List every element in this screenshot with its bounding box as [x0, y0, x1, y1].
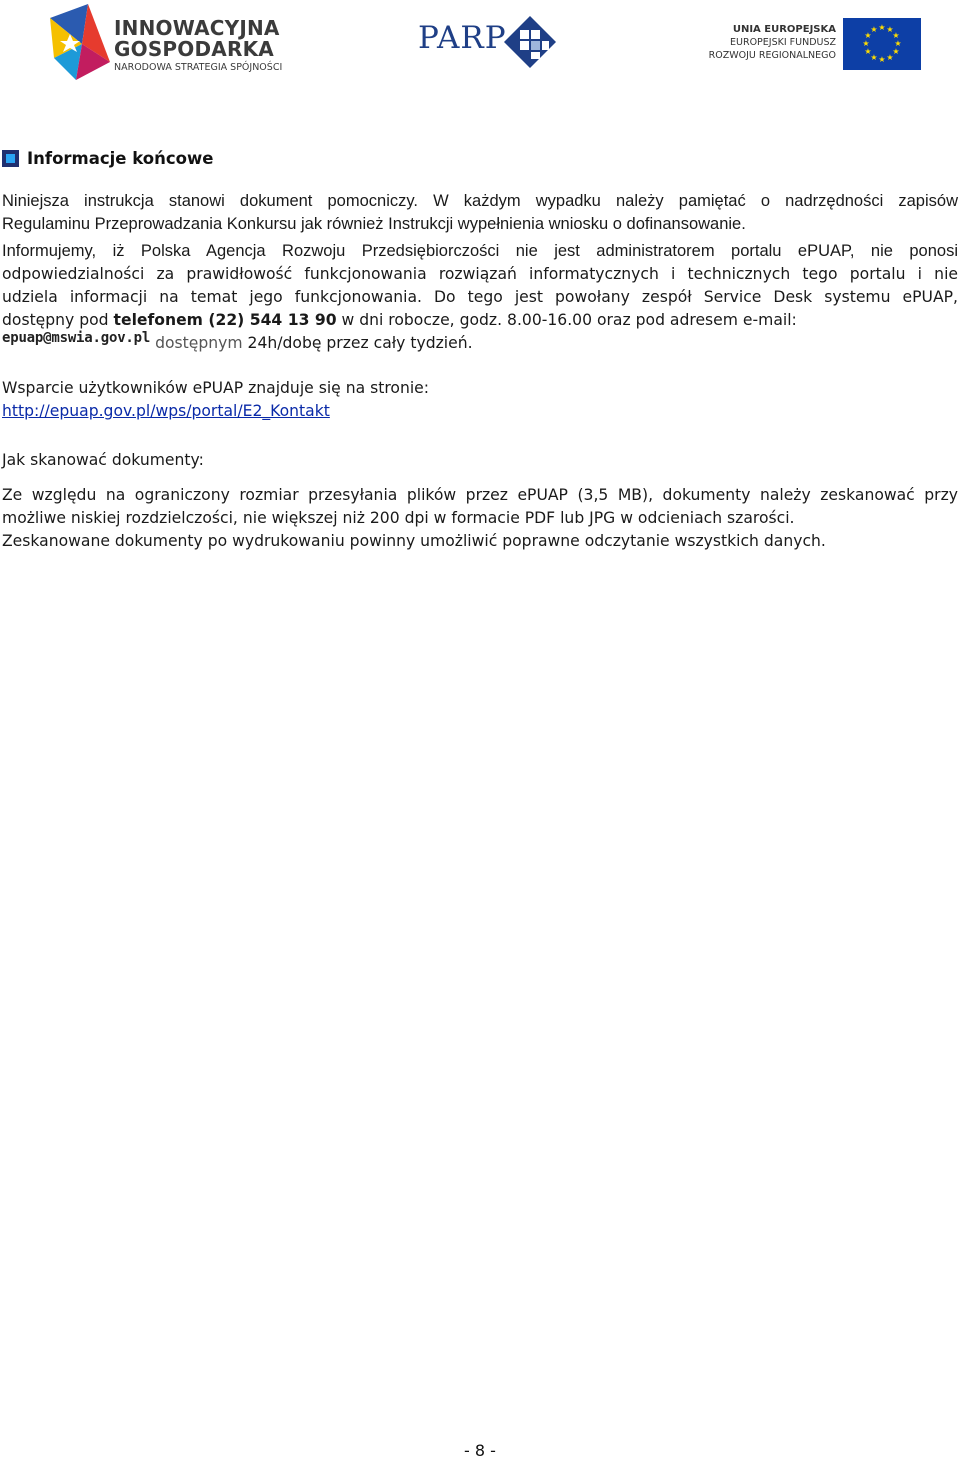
epuap-contact-link[interactable]: http://epuap.gov.pl/wps/portal/E2_Kontakt: [2, 402, 330, 420]
ig-logo-line2: GOSPODARKA: [114, 37, 274, 61]
svg-text:★: ★: [886, 25, 894, 34]
eu-flag-icon: [843, 18, 921, 70]
scan-line2: możliwe niskiej rozdzielczości, nie większej niż 200 dpi w formacie PDF lub JPG w odcieniach szarości.: [2, 509, 795, 527]
svg-text:★: ★: [870, 25, 878, 34]
parp-diamond-icon: [502, 14, 558, 70]
para2-line5: [2, 332, 958, 354]
eu-logo-line2: EUROPEJSKI FUNDUSZ: [730, 37, 836, 48]
svg-text:★: ★: [894, 39, 902, 48]
svg-text:★: ★: [864, 31, 872, 40]
scan-line1: Ze względu na ograniczony rozmiar przesyłania plików przez ePUAP (3,5 MB), dokumenty należy zeskanować przy: [2, 486, 958, 504]
eu-logo-line1: UNIA EUROPEJSKA: [732, 24, 836, 35]
section-heading: [2, 146, 213, 170]
parp-logo-text: PARP: [418, 20, 507, 56]
support-text: Wsparcie użytkowników ePUAP znajduje się na stronie:: [2, 379, 430, 397]
svg-text:★: ★: [878, 55, 886, 64]
eu-logo: [708, 18, 923, 70]
para1-line2: Regulaminu Przeprowadzania Konkursu jak również Instrukcji wypełnienia wniosku o dofinansowanie.: [2, 215, 746, 233]
ig-star-icon: [48, 4, 110, 80]
section-title: Informacje końcowe: [27, 148, 214, 168]
innowacyjna-gospodarka-logo: [48, 4, 288, 80]
page-number: - 8 -: [464, 1441, 496, 1460]
svg-text:★: ★: [870, 53, 878, 62]
para2-line5-gray: dostępnym: [150, 334, 243, 352]
scan-heading: Jak skanować dokumenty:: [2, 451, 204, 469]
scan-line3: Zeskanowane dokumenty po wydrukowaniu powinny umożliwić poprawne odczytanie wszystkich danych.: [2, 532, 826, 550]
parp-logo: [418, 14, 563, 72]
para2-line2: odpowiedzialności za prawidłowość funkcjonowania rozwiązań informatycznych i technicznych tego portalu i nie: [2, 265, 958, 283]
support-link-line: [2, 400, 958, 422]
svg-text:★: ★: [892, 31, 900, 40]
svg-text:★: ★: [864, 47, 872, 56]
para2-line4-post: w dni robocze, godz. 8.00-16.00 oraz pod adresem e-mail:: [336, 311, 797, 329]
email-address-image: epuap@mswia.gov.pl: [2, 330, 151, 346]
svg-text:★: ★: [886, 53, 894, 62]
ig-logo-line1: INNOWACYJNA: [114, 16, 280, 40]
para2-line4-pre: dostępny pod: [2, 311, 114, 329]
para2-line3: udziela informacji na temat jego funkcjonowania. Do tego jest powołany zespół Service Desk systemu ePUAP,: [2, 288, 958, 306]
svg-text:★: ★: [878, 23, 886, 32]
para1-line1: Niniejsza instrukcja stanowi dokument pomocniczy. W każdym wypadku należy pamiętać o nadrzędności zapisów: [2, 192, 958, 210]
page-header: [0, 0, 960, 90]
eu-logo-line3: ROZWOJU REGIONALNEGO: [708, 50, 836, 61]
svg-text:★: ★: [862, 39, 870, 48]
para2-line5-post: 24h/dobę przez cały tydzień.: [242, 334, 473, 352]
para2-line1: Informujemy, iż Polska Agencja Rozwoju Przedsiębiorczości nie jest administratorem portalu ePUAP, nie ponosi: [2, 242, 958, 260]
ig-logo-line3: NARODOWA STRATEGIA SPÓJNOŚCI: [114, 62, 283, 73]
svg-text:★: ★: [892, 47, 900, 56]
heading-bullet-icon: [2, 150, 19, 167]
phone-number: telefonem (22) 544 13 90: [113, 311, 337, 329]
